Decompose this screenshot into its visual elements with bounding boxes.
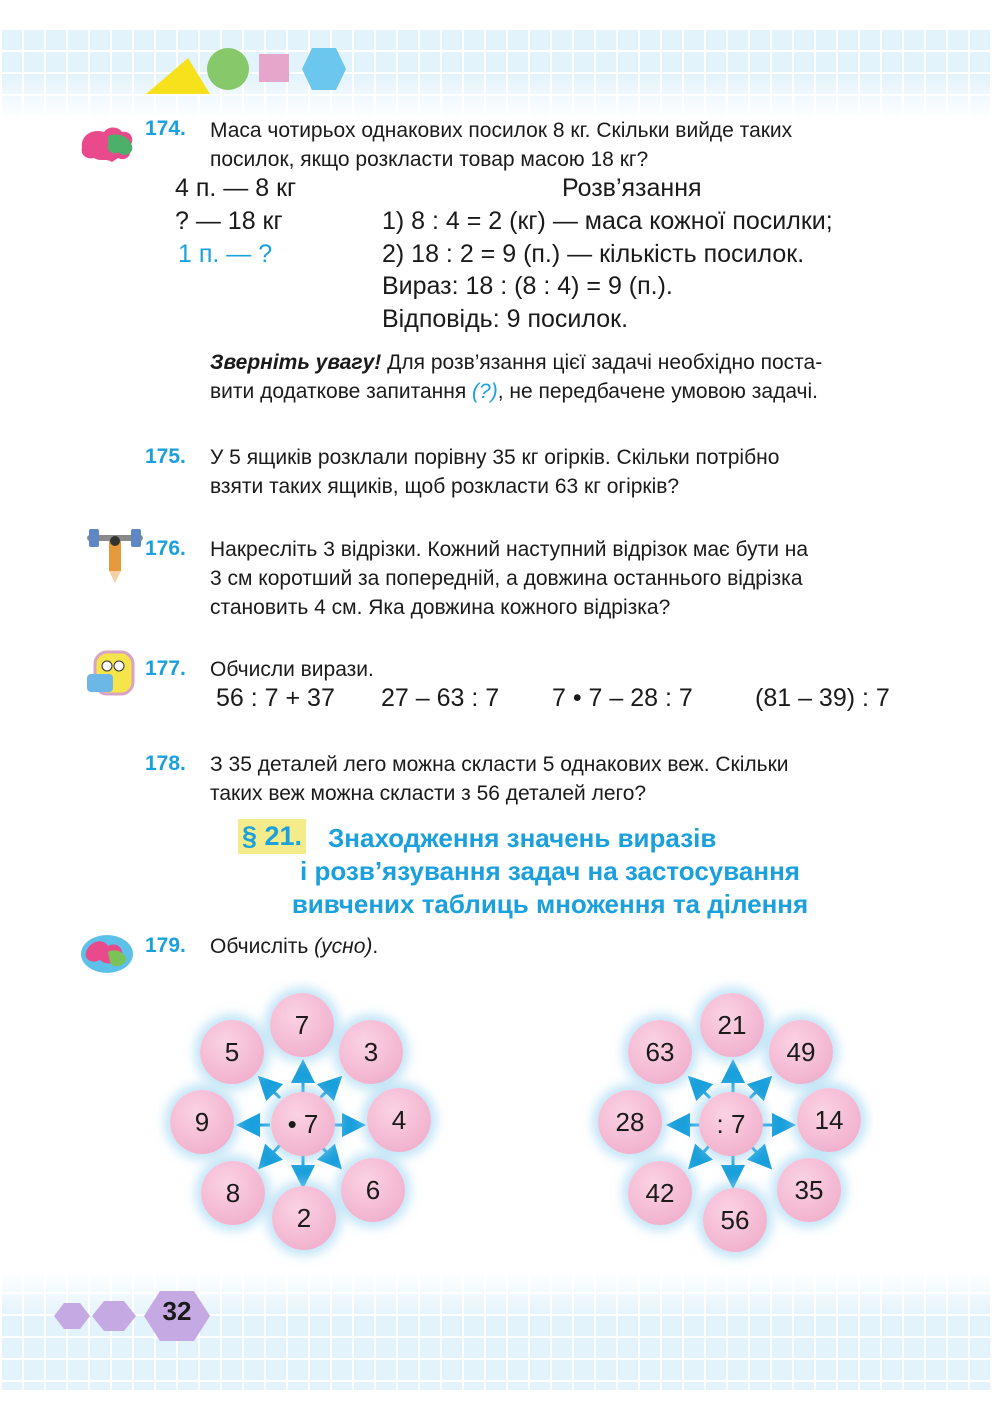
- problem-176-text-line1: Накресліть 3 відрізки. Кожний наступний відрізок має бути на: [210, 538, 809, 561]
- problem-175-text-line2: взяти таких ящиків, щоб розкласти 63 кг огірків?: [210, 475, 680, 498]
- arrow-up-right: [320, 1080, 338, 1098]
- arrow-down-left: [692, 1145, 710, 1165]
- problem-174-text-line1: Маса чотирьох однакових посилок 8 кг. Скільки вийде таких: [210, 119, 793, 142]
- solution-step2: 2) 18 : 2 = 9 (п.) — кількість посилок.: [382, 240, 805, 268]
- arrow-up-right: [750, 1080, 768, 1098]
- section-title-line3: вивчених таблиць множення та ділення: [291, 889, 809, 919]
- solution-answer: Відповідь: 9 посилок.: [382, 305, 629, 333]
- problem-177-text: Обчисли вирази.: [210, 658, 374, 681]
- flower-left-petal-5: 5: [200, 1020, 264, 1084]
- flower-right-petal-28: 28: [598, 1090, 662, 1154]
- flower-left-petal-9: 9: [170, 1090, 234, 1154]
- hexagon-icon: [302, 48, 346, 90]
- flower-right-center: : 7: [699, 1092, 763, 1156]
- pencil-character-icon: [85, 527, 145, 585]
- flower-right-petal-21: 21: [700, 993, 764, 1057]
- flower-right-petal-56: 56: [703, 1188, 767, 1252]
- circle-icon: [207, 48, 249, 90]
- expression-3: 7 • 7 – 28 : 7: [552, 684, 693, 712]
- note-bold: Зверніть увагу!: [210, 351, 382, 374]
- hexagon-medium-icon: [92, 1301, 136, 1331]
- note-text1: Для розв’язання цієї задачі необхідно поста-: [381, 351, 823, 374]
- flower-left-petal-7: 7: [270, 993, 334, 1057]
- expression-2: 27 – 63 : 7: [381, 684, 500, 712]
- problem-178-text-line2: таких веж можна скласти з 56 деталей лего?: [210, 782, 647, 805]
- triangle-icon: [146, 58, 210, 94]
- puzzle-icon: [78, 122, 136, 164]
- problem-179-text-end: .: [372, 935, 379, 958]
- problem-179-text: [210, 932, 378, 961]
- arrow-down-left: [262, 1145, 280, 1165]
- flower-left-petal-3: 3: [339, 1020, 403, 1084]
- problem-179-text-main: Обчисліть: [210, 935, 315, 958]
- problem-178-number: 178.: [145, 752, 186, 775]
- flower-right-petal-35: 35: [777, 1158, 841, 1222]
- square-icon: [259, 54, 289, 82]
- arrow-up-left: [692, 1080, 710, 1098]
- backpack-character-icon: [85, 646, 141, 698]
- problem-176-text-line3: становить 4 см. Яка довжина кожного відрізка?: [210, 596, 671, 619]
- problem-178-text-line1: З 35 деталей лего можна скласти 5 однакових веж. Скільки: [210, 753, 789, 776]
- problem-179-text-oral: (усно): [314, 935, 373, 958]
- section-title-line1: Знаходження значень виразів: [328, 823, 717, 853]
- expression-4: (81 – 39) : 7: [755, 684, 890, 712]
- arrow-down-right: [750, 1145, 768, 1165]
- flower-right-petal-14: 14: [797, 1088, 861, 1152]
- flower-left-center: • 7: [271, 1092, 335, 1156]
- note-question-mark: (?): [472, 380, 498, 403]
- decorative-shapes: [140, 44, 350, 98]
- problem-176-number: 176.: [145, 537, 186, 560]
- flower-left-petal-4: 4: [367, 1088, 431, 1152]
- flower-right-petal-42: 42: [628, 1161, 692, 1225]
- page-number: 32: [162, 1296, 192, 1326]
- section-mark: § 21.: [238, 819, 306, 854]
- note-line2: [210, 377, 818, 406]
- flower-left-petal-6: 6: [341, 1158, 405, 1222]
- problem-176-text-line2: 3 см коротший за попередній, а довжина останнього відрізка: [210, 567, 803, 590]
- condition-line3: 1 п. — ?: [178, 240, 273, 268]
- condition-line2: ? — 18 кг: [175, 207, 283, 235]
- problem-174-number: 174.: [145, 117, 186, 140]
- section-title-line2: і розв’язування задач на застосування: [300, 856, 800, 886]
- puzzle-globe-icon: [78, 932, 136, 976]
- flower-right-petal-49: 49: [769, 1020, 833, 1084]
- problem-175-number: 175.: [145, 445, 186, 468]
- flower-left-petal-8: 8: [201, 1161, 265, 1225]
- problem-174-text-line2: посилок, якщо розкласти товар масою 18 кг?: [210, 148, 649, 171]
- expression-1: 56 : 7 + 37: [216, 684, 335, 712]
- arrow-up-left: [262, 1080, 280, 1098]
- solution-step1: 1) 8 : 4 = 2 (кг) — маса кожної посилки;: [382, 207, 833, 235]
- problem-177-number: 177.: [145, 657, 186, 680]
- solution-title: Розв’язання: [562, 174, 702, 202]
- flower-left-petal-2: 2: [272, 1186, 336, 1250]
- note-line1: [210, 348, 822, 377]
- note-text2a: вити додаткове запитання: [210, 380, 473, 403]
- problem-175-text-line1: У 5 ящиків розклали порівну 35 кг огірків. Скільки потрібно: [210, 446, 780, 469]
- solution-expression: Вираз: 18 : (8 : 4) = 9 (п.).: [382, 272, 673, 300]
- condition-line1: 4 п. — 8 кг: [175, 174, 297, 202]
- problem-179-number: 179.: [145, 934, 186, 957]
- note-text2b: , не передбачене умовою задачі.: [497, 380, 818, 403]
- flower-right-petal-63: 63: [628, 1020, 692, 1084]
- hexagon-small-icon: [54, 1303, 90, 1329]
